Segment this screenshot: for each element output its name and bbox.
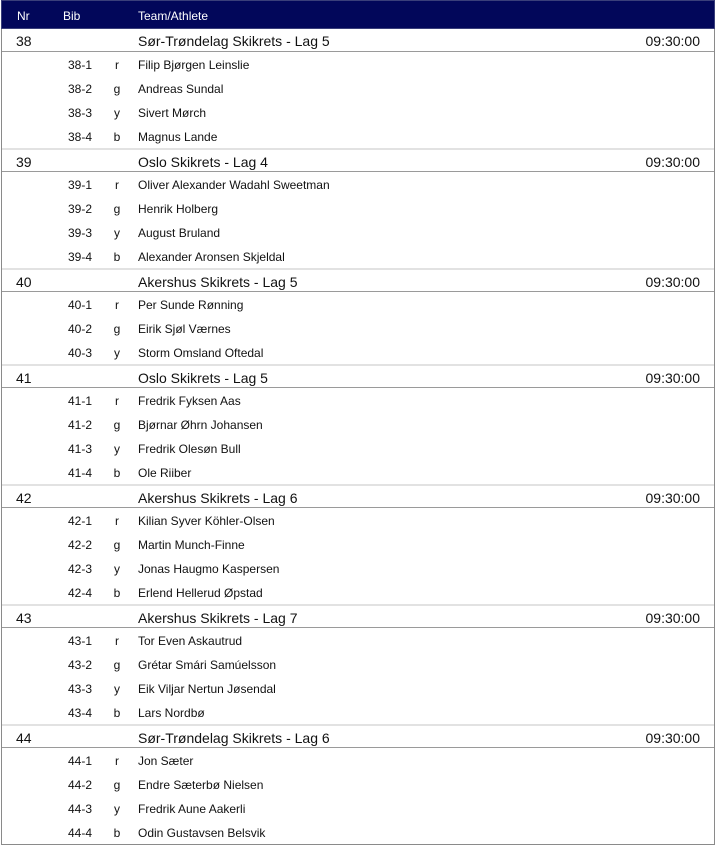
team-number: 41 xyxy=(16,370,32,386)
athlete-row xyxy=(2,676,714,700)
athlete-bib: 40-1 xyxy=(68,298,93,312)
team-name: Sør-Trøndelag Skikrets - Lag 6 xyxy=(138,730,330,746)
athlete-bib: 39-1 xyxy=(68,178,93,192)
athlete-row xyxy=(2,628,714,652)
athlete-leg-color: r xyxy=(115,634,119,648)
athlete-bib: 38-4 xyxy=(68,130,93,144)
athlete-leg-color: b xyxy=(113,250,121,264)
athlete-row xyxy=(2,772,714,796)
athlete-row xyxy=(2,172,714,196)
athlete-name: Fredrik Aune Aakerli xyxy=(138,802,246,816)
team-row xyxy=(2,604,714,628)
athlete-row xyxy=(2,196,714,220)
athlete-leg-color: r xyxy=(115,754,119,768)
athlete-leg-color: r xyxy=(115,58,119,72)
column-header-bib: Bib xyxy=(63,9,81,23)
athlete-row xyxy=(2,748,714,772)
athlete-name: Eirik Sjøl Værnes xyxy=(138,322,231,336)
athlete-row xyxy=(2,124,714,148)
athlete-row xyxy=(2,652,714,676)
athlete-name: August Bruland xyxy=(138,226,221,240)
athlete-leg-color: b xyxy=(113,706,121,720)
athlete-bib: 44-2 xyxy=(68,778,93,792)
team-number: 42 xyxy=(16,490,32,506)
start-time: 09:30:00 xyxy=(645,490,700,506)
athlete-leg-color: g xyxy=(113,418,121,432)
athlete-row xyxy=(2,580,714,604)
athlete-row xyxy=(2,532,714,556)
athlete-bib: 38-2 xyxy=(68,82,93,96)
team-number: 43 xyxy=(16,610,32,626)
athlete-leg-color: y xyxy=(114,346,120,360)
athlete-name: Jon Sæter xyxy=(138,754,194,768)
athlete-bib: 43-3 xyxy=(68,682,93,696)
start-time: 09:30:00 xyxy=(645,274,700,290)
team-name: Akershus Skikrets - Lag 5 xyxy=(138,274,298,290)
athlete-name: Kilian Syver Köhler-Olsen xyxy=(138,514,275,528)
team-row xyxy=(2,724,714,748)
start-time: 09:30:00 xyxy=(645,33,700,49)
athlete-bib: 42-1 xyxy=(68,514,93,528)
athlete-bib: 41-2 xyxy=(68,418,93,432)
athlete-leg-color: r xyxy=(115,514,119,528)
table-header xyxy=(1,0,715,29)
athlete-bib: 43-4 xyxy=(68,706,93,720)
athlete-bib: 41-1 xyxy=(68,394,93,408)
athlete-name: Oliver Alexander Wadahl Sweetman xyxy=(138,178,330,192)
athlete-bib: 44-1 xyxy=(68,754,93,768)
athlete-leg-color: b xyxy=(113,130,121,144)
athlete-bib: 38-1 xyxy=(68,58,93,72)
athlete-bib: 41-3 xyxy=(68,442,93,456)
athlete-leg-color: r xyxy=(115,394,119,408)
team-name: Akershus Skikrets - Lag 7 xyxy=(138,610,298,626)
athlete-leg-color: b xyxy=(113,466,121,480)
athlete-leg-color: g xyxy=(113,538,121,552)
athlete-bib: 40-2 xyxy=(68,322,93,336)
athlete-row xyxy=(2,460,714,484)
team-number: 44 xyxy=(16,730,32,746)
athlete-name: Eik Viljar Nertun Jøsendal xyxy=(138,682,276,696)
start-time: 09:30:00 xyxy=(645,370,700,386)
athlete-leg-color: y xyxy=(114,682,120,696)
athlete-row xyxy=(2,820,714,844)
team-number: 38 xyxy=(16,33,32,49)
athlete-row xyxy=(2,796,714,820)
team-name: Oslo Skikrets - Lag 4 xyxy=(138,154,268,170)
athlete-row xyxy=(2,556,714,580)
athlete-leg-color: g xyxy=(113,778,121,792)
athlete-bib: 42-3 xyxy=(68,562,93,576)
team-row xyxy=(2,29,714,52)
athlete-leg-color: y xyxy=(114,562,120,576)
athlete-row xyxy=(2,700,714,724)
team-row xyxy=(2,364,714,388)
team-row xyxy=(2,148,714,172)
team-name: Sør-Trøndelag Skikrets - Lag 5 xyxy=(138,33,330,49)
athlete-row xyxy=(2,340,714,364)
table-body xyxy=(1,29,715,845)
athlete-name: Fredrik Fyksen Aas xyxy=(138,394,241,408)
athlete-bib: 40-3 xyxy=(68,346,93,360)
team-name: Oslo Skikrets - Lag 5 xyxy=(138,370,268,386)
athlete-row xyxy=(2,76,714,100)
start-time: 09:30:00 xyxy=(645,154,700,170)
athlete-name: Erlend Hellerud Øpstad xyxy=(138,586,263,600)
athlete-leg-color: r xyxy=(115,178,119,192)
athlete-name: Per Sunde Rønning xyxy=(138,298,244,312)
athlete-row xyxy=(2,436,714,460)
athlete-name: Martin Munch-Finne xyxy=(138,538,245,552)
athlete-row xyxy=(2,100,714,124)
athlete-name: Jonas Haugmo Kaspersen xyxy=(138,562,280,576)
athlete-name: Storm Omsland Oftedal xyxy=(138,346,264,360)
athlete-bib: 43-1 xyxy=(68,634,93,648)
athlete-bib: 38-3 xyxy=(68,106,93,120)
athlete-bib: 39-2 xyxy=(68,202,93,216)
team-number: 39 xyxy=(16,154,32,170)
athlete-row xyxy=(2,52,714,76)
athlete-bib: 42-4 xyxy=(68,586,93,600)
column-header-team-athlete: Team/Athlete xyxy=(138,9,209,23)
team-row xyxy=(2,484,714,508)
athlete-bib: 43-2 xyxy=(68,658,93,672)
athlete-name: Endre Sæterbø Nielsen xyxy=(138,778,264,792)
start-time: 09:30:00 xyxy=(645,610,700,626)
athlete-row xyxy=(2,316,714,340)
athlete-name: Bjørnar Øhrn Johansen xyxy=(138,418,263,432)
athlete-leg-color: b xyxy=(113,826,121,840)
athlete-leg-color: r xyxy=(115,298,119,312)
athlete-leg-color: y xyxy=(114,802,120,816)
athlete-bib: 42-2 xyxy=(68,538,93,552)
column-header-nr: Nr xyxy=(17,9,30,23)
athlete-name: Magnus Lande xyxy=(138,130,218,144)
athlete-row xyxy=(2,220,714,244)
start-time: 09:30:00 xyxy=(645,730,700,746)
team-row xyxy=(2,268,714,292)
athlete-leg-color: g xyxy=(113,658,121,672)
athlete-name: Grétar Smári Samúelsson xyxy=(138,658,277,672)
athlete-leg-color: g xyxy=(113,322,121,336)
athlete-leg-color: y xyxy=(114,442,120,456)
athlete-row xyxy=(2,244,714,268)
athlete-leg-color: y xyxy=(114,106,120,120)
athlete-name: Tor Even Askautrud xyxy=(138,634,243,648)
athlete-name: Lars Nordbø xyxy=(138,706,205,720)
athlete-leg-color: g xyxy=(113,202,121,216)
athlete-leg-color: g xyxy=(113,82,121,96)
athlete-row xyxy=(2,508,714,532)
athlete-bib: 44-3 xyxy=(68,802,93,816)
athlete-name: Alexander Aronsen Skjeldal xyxy=(138,250,285,264)
athlete-name: Ole Riiber xyxy=(138,466,192,480)
athlete-name: Andreas Sundal xyxy=(138,82,224,96)
athlete-name: Filip Bjørgen Leinslie xyxy=(138,58,250,72)
athlete-name: Odin Gustavsen Belsvik xyxy=(138,826,266,840)
athlete-leg-color: b xyxy=(113,586,121,600)
athlete-bib: 41-4 xyxy=(68,466,93,480)
athlete-bib: 39-4 xyxy=(68,250,93,264)
athlete-name: Henrik Holberg xyxy=(138,202,219,216)
team-number: 40 xyxy=(16,274,32,290)
start-list-table xyxy=(1,0,715,845)
athlete-row xyxy=(2,292,714,316)
athlete-row xyxy=(2,388,714,412)
athlete-name: Fredrik Olesøn Bull xyxy=(138,442,241,456)
athlete-leg-color: y xyxy=(114,226,120,240)
athlete-bib: 44-4 xyxy=(68,826,93,840)
athlete-name: Sivert Mørch xyxy=(138,106,207,120)
athlete-row xyxy=(2,412,714,436)
team-name: Akershus Skikrets - Lag 6 xyxy=(138,490,298,506)
athlete-bib: 39-3 xyxy=(68,226,93,240)
